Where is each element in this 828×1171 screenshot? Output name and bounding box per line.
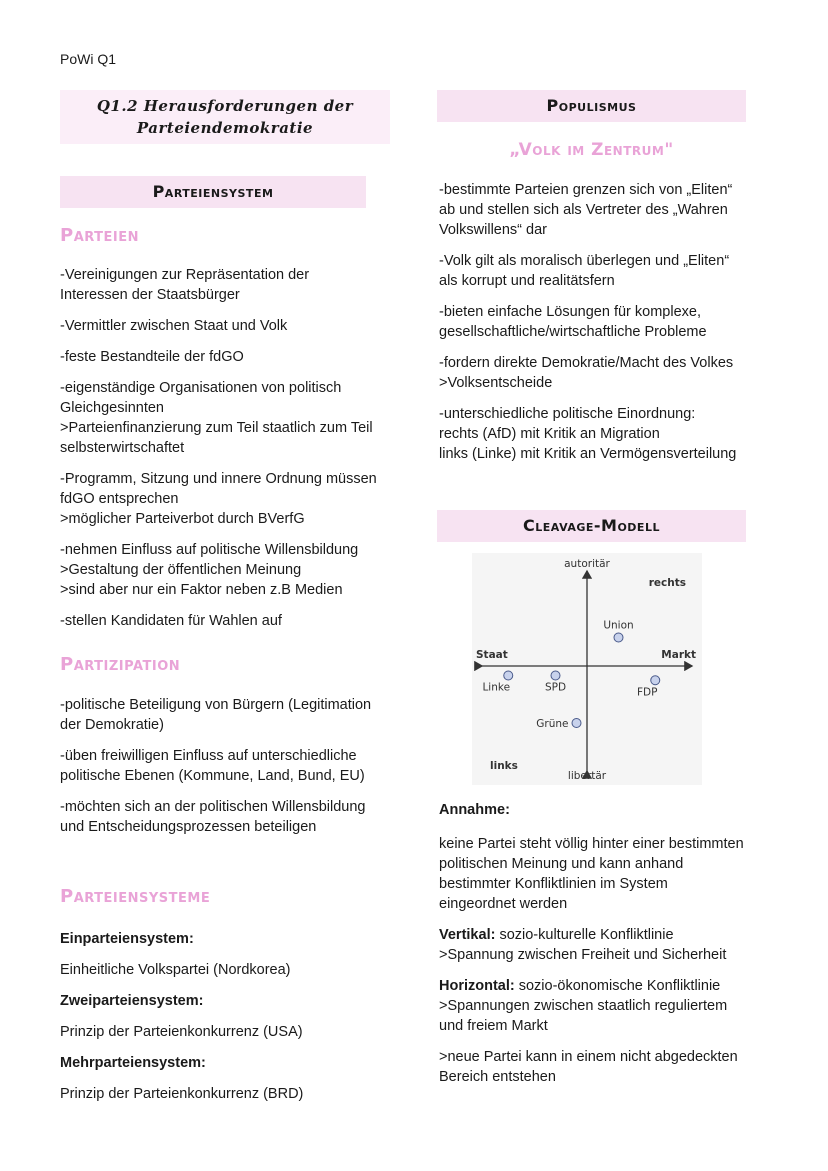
quadrant-label-links: links [490, 760, 518, 772]
horizontal-line3: und freiem Markt [439, 1018, 548, 1034]
partizipation-heading: Partizipation [60, 654, 181, 675]
cleavage-text [439, 800, 809, 1098]
label-spd: SPD [544, 681, 567, 694]
vertikal-line2: >Spannung zwischen Freiheit und Sicherheit [439, 947, 727, 963]
cleavage-chart [472, 553, 702, 785]
neue-partei-line-2: Bereich entstehen [439, 1069, 556, 1085]
axis-label-top: autoritär [564, 558, 610, 570]
horizontal-line2: >Spannungen zwischen staatlich reguliertem [439, 998, 728, 1014]
list-item: -politische Beteiligung von Bürgern (Legitimation der Demokratie) [60, 697, 372, 733]
list-item: -üben freiwilligen Einfluss auf unterschiedliche politische Ebenen (Kommune, Land, Bund, EU) [60, 748, 365, 784]
list-item: -Programm, Sitzung und innere Ordnung müssen fdGO entsprechen >möglicher Parteiverbot durch BVerfG [60, 471, 377, 527]
quadrant-label-rechts: rechts [648, 577, 686, 589]
list-item: -möchten sich an der politischen Willensbildung und Entscheidungsprozessen beteiligen [60, 799, 366, 835]
populismus-subheading: „Volk im Zentrum" [509, 140, 674, 160]
system-desc: Prinzip der Parteienkonkurrenz (USA) [60, 1024, 303, 1040]
point-spd [551, 671, 560, 680]
horizontal-paragraph [439, 976, 809, 1036]
parteiensysteme-heading: Parteiensysteme [60, 886, 211, 907]
annahme-text: keine Partei steht völlig hinter einer bestimmten politischen Meinung und kann anhand bestimmter Konfliktlinien im System eingeordnet werden [439, 836, 744, 912]
vertikal-label: Vertikal: [439, 927, 496, 943]
neue-partei-line-1: >neue Partei kann in einem nicht abgedeckten [439, 1049, 738, 1065]
system-name: Mehrparteiensystem: [60, 1055, 206, 1071]
parteiensystem-banner: Parteiensystem [60, 176, 366, 208]
parteien-heading: Parteien [60, 225, 140, 246]
neue-partei-paragraph [439, 1047, 809, 1087]
axis-label-right: Markt [661, 649, 696, 661]
cleavage-chart-svg [472, 553, 702, 785]
label-linke: Linke [482, 681, 511, 694]
horizontal-text: sozio-ökonomische Konfliktlinie [514, 978, 721, 994]
list-item: -bieten einfache Lösungen für komplexe, gesellschaftliche/wirtschaftliche Probleme [439, 304, 707, 340]
title-line-2: Parteiendemokratie [136, 119, 314, 137]
axis-label-bottom: libertär [567, 770, 607, 782]
parteien-list [60, 265, 400, 642]
page-header: PoWi Q1 [60, 51, 117, 67]
label-gruene: Grüne [536, 718, 569, 730]
system-name: Zweiparteiensystem: [60, 993, 204, 1009]
list-item: -feste Bestandteile der fdGO [60, 349, 244, 365]
label-union: Union [603, 619, 634, 632]
list-item: -nehmen Einfluss auf politische Willensbildung >Gestaltung der öffentlichen Meinung >sind aber nur ein Faktor neben z.B Medien [60, 542, 359, 598]
parteiensysteme-list [60, 929, 400, 1115]
populismus-list [439, 180, 799, 475]
populismus-banner: Populismus [437, 90, 746, 122]
point-fdp [651, 676, 660, 685]
point-union [614, 633, 623, 642]
list-item: -unterschiedliche politische Einordnung: rechts (AfD) mit Kritik an Migration links (Linke) mit Kritik an Vermögensverteilung [439, 406, 737, 462]
vertikal-paragraph [439, 925, 809, 965]
horizontal-label: Horizontal: [439, 978, 515, 994]
label-fdp: FDP [637, 686, 658, 699]
list-item: -stellen Kandidaten für Wahlen auf [60, 613, 282, 629]
system-desc: Prinzip der Parteienkonkurrenz (BRD) [60, 1086, 304, 1102]
list-item: -eigenständige Organisationen von politisch Gleichgesinnten >Parteienfinanzierung zum Teil staatlich zum Teil selbsterwirtschaftet [60, 380, 373, 456]
cleavage-banner: Cleavage-Modell [437, 510, 746, 542]
title-banner [60, 90, 390, 144]
system-name: Einparteiensystem: [60, 931, 194, 947]
chart-points [482, 620, 659, 731]
axis-label-left: Staat [476, 649, 508, 661]
list-item: -Vermittler zwischen Staat und Volk [60, 318, 288, 334]
partizipation-list [60, 695, 400, 848]
list-item: -Vereinigungen zur Repräsentation der Interessen der Staatsbürger [60, 267, 310, 303]
point-linke [504, 671, 513, 680]
point-gruene [572, 719, 581, 728]
vertikal-text: sozio-kulturelle Konfliktlinie [495, 927, 674, 943]
annahme-label: Annahme: [439, 802, 510, 818]
title-line-1: Q1.2 Herausforderungen der [96, 97, 354, 115]
list-item: -fordern direkte Demokratie/Macht des Volkes >Volksentscheide [439, 355, 734, 391]
system-desc: Einheitliche Volkspartei (Nordkorea) [60, 962, 291, 978]
list-item: -Volk gilt als moralisch überlegen und „Eliten“ als korrupt und realitätsfern [439, 253, 730, 289]
list-item: -bestimmte Parteien grenzen sich von „Eliten“ ab und stellen sich als Vertreter des „Wahren Volkswillens“ dar [439, 182, 733, 238]
